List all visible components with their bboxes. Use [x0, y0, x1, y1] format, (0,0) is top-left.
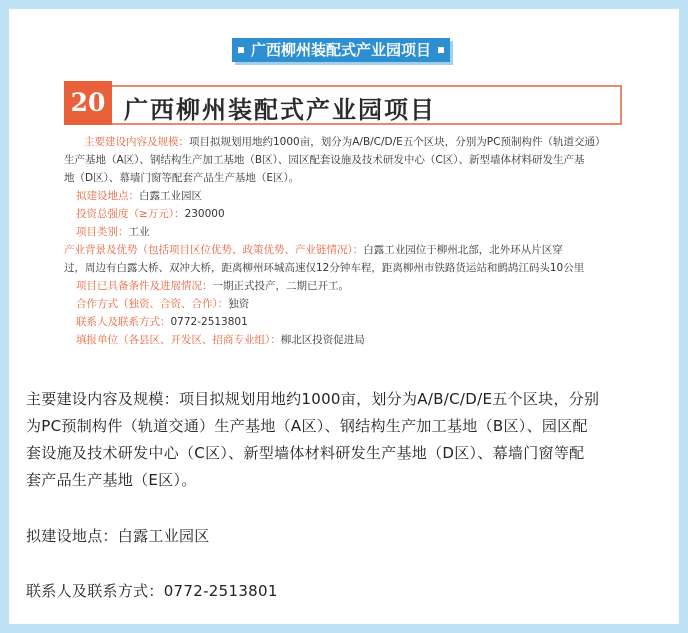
location-paragraph: 拟建设地点：白露工业园区: [26, 527, 210, 545]
card-row-value: 柳北区投资促进局: [280, 334, 365, 346]
card-row-value: 230000: [184, 208, 225, 220]
card-row-label: 拟建设地点：: [76, 190, 139, 202]
project-number-badge: 20: [64, 81, 112, 125]
card-row: [64, 151, 584, 169]
card-header: [64, 85, 622, 125]
card-row: [64, 259, 584, 277]
card-row: [76, 295, 249, 313]
card-row-label: 投资总强度（≥万元）：: [76, 208, 185, 220]
scale-line: 套产品生产基地（E区）。: [26, 471, 197, 489]
card-row: [84, 133, 605, 151]
card-row-value: 过，周边有白露大桥、双冲大桥，距离柳州环城高速仅12分钟车程，距离柳州市铁路货运站和鹧鸪江码头10公里: [64, 262, 585, 274]
card-row-label: 产业背景及优势（包括项目区位优势、政策优势、产业链情况）：: [64, 244, 364, 256]
card-row: [76, 277, 349, 295]
card-row-value: 一期正式投产，二期已开工。: [212, 280, 349, 292]
project-card-image: [64, 81, 626, 363]
title-tag: 广西柳州装配式产业园项目: [232, 38, 450, 62]
card-row-label: 填报单位（各县区、开发区、招商专业组）：: [76, 334, 281, 346]
scale-line: 套设施及技术研发中心（C区）、新型墙体材料研发生产基地（D区）、幕墙门窗等配: [26, 444, 585, 462]
card-row-label: 项目已具备条件及进展情况：: [76, 280, 213, 292]
contact-paragraph: 联系人及联系方式：0772-2513801: [26, 582, 278, 600]
card-row-value: 生产基地（A区）、钢结构生产加工基地（B区）、园区配套设施及技术研发中心（C区）、新型墙体材料研发生产基: [64, 154, 585, 166]
card-row: [64, 169, 299, 187]
scale-line: 为PC预制构件（轨道交通）生产基地（A区）、钢结构生产加工基地（B区）、园区配: [26, 417, 588, 435]
card-row-label: 联系人及联系方式：: [76, 316, 171, 328]
card-row: [76, 223, 150, 241]
card-row-value: 独资: [228, 298, 250, 310]
card-row: [76, 313, 248, 331]
card-heading: 广西柳州装配式产业园项目: [124, 96, 436, 124]
card-row-label: 主要建设内容及规模：: [84, 136, 189, 148]
card-row-value: 工业: [128, 226, 150, 238]
scale-paragraph: [26, 386, 662, 494]
card-row: [76, 187, 202, 205]
card-row-value: 白露工业园位于柳州北部，北外环从片区穿: [363, 244, 563, 256]
scale-line: 主要建设内容及规模：项目拟规划用地约1000亩，划分为A/B/C/D/E五个区块，分别: [26, 390, 600, 408]
card-row-label: 项目类别：: [76, 226, 129, 238]
card-row-value: 0772-2513801: [170, 316, 248, 328]
card-row: [64, 241, 563, 259]
card-row-value: 项目拟规划用地约1000亩，划分为A/B/C/D/E五个区块，分别为PC预制构件（轨道交通）: [189, 136, 606, 148]
card-row: [76, 331, 365, 349]
card-row-value: 白露工业园区: [139, 190, 202, 202]
card-row-value: 地（D区）、幕墙门窗等配套产品生产基地（E区）。: [64, 172, 300, 184]
card-row-label: 合作方式（独资、合资、合作）：: [76, 298, 229, 310]
card-row: [76, 205, 225, 223]
